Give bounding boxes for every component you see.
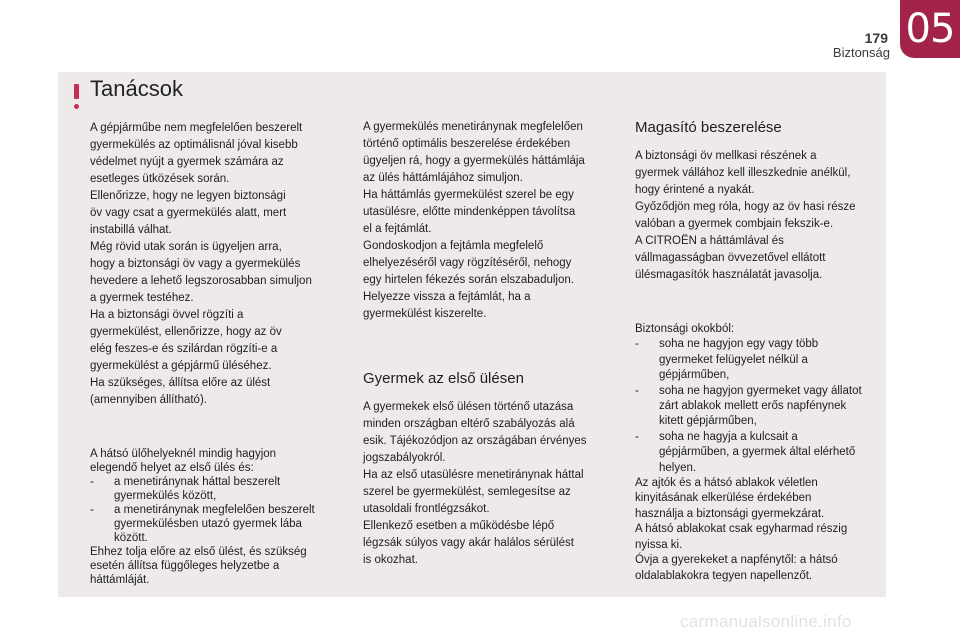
- text-line: A hátsó ülőhelyeknél mindig hagyjon: [90, 448, 277, 460]
- section-heading: Gyermek az első ülésen: [363, 370, 524, 387]
- col1-rear-seat-text: [90, 447, 352, 587]
- text-line: kitett gépjárműben,: [659, 415, 757, 428]
- list-item: [635, 337, 885, 383]
- text-line: A gépjárműbe nem megfelelően beszerelt: [90, 122, 303, 134]
- text-line: történő optimális beszerelése érdekében: [363, 138, 571, 150]
- text-line: használja a biztonsági gyermekzárat.: [635, 507, 825, 520]
- text-line: utasülésre, előtte mindenképpen távolítsa: [363, 206, 576, 218]
- text-line: gyermekülést, ellenőrizze, hogy az öv: [90, 326, 282, 338]
- text-line: elegendő helyet az első ülés és:: [90, 462, 254, 474]
- text-line: helyen.: [659, 461, 697, 474]
- bullet-dash: -: [90, 476, 94, 488]
- bullet-dash: -: [635, 338, 639, 351]
- text-line: Ellenőrizze, hogy ne legyen biztonsági: [90, 190, 286, 202]
- text-line: Ha szükséges, állítsa előre az ülést: [90, 377, 271, 389]
- text-line: elhelyezéséről vagy rögzítéséről, nehogy: [363, 257, 572, 269]
- text-line: szerel be gyermekülést, semlegesítse az: [363, 486, 571, 498]
- text-line: esetleges ütközések során.: [90, 173, 230, 185]
- text-line: Gondoskodjon a fejtámla megfelelő: [363, 240, 544, 252]
- col2-front-seat-section: [363, 370, 628, 569]
- text-line: valóban a gyermek combjain fekszik-e.: [635, 218, 834, 230]
- page-number: 179: [864, 30, 888, 46]
- text-line: A CITROËN a háttámlával és: [635, 235, 784, 247]
- col1-main-text: [90, 120, 352, 409]
- text-line: kinyitásának elkerülése érdekében: [635, 492, 812, 505]
- text-line: Ehhez tolja előre az első ülést, és szükség: [90, 546, 307, 558]
- text-line: a gyermek testéhez.: [90, 292, 194, 304]
- text-line: Ha az első utasülésre menetiránynak háttal: [363, 469, 584, 481]
- text-line: vállmagasságban övvezetővel ellátott: [635, 252, 826, 264]
- text-line: Az ajtók és a hátsó ablakok véletlen: [635, 477, 818, 490]
- text-line: A gyermekülés menetiránynak megfelelően: [363, 121, 583, 133]
- text-line: hogy érintené a nyakát.: [635, 184, 755, 196]
- text-line: ülésmagasítók használatát javasolja.: [635, 269, 823, 281]
- text-line: instabillá válhat.: [90, 224, 172, 236]
- list-item: [90, 503, 352, 545]
- watermark: carmanualsonline.info: [680, 612, 852, 631]
- text-line: gépjárműben, a gyermek által elérhető: [659, 446, 856, 459]
- text-line: hevedere a lehető legszorosabban simuljon: [90, 275, 312, 287]
- bullet-dash: -: [635, 384, 639, 397]
- col2-main-text: [363, 119, 628, 323]
- text-line: a menetiránynak megfelelően beszerelt: [114, 504, 315, 516]
- text-line: jogszabályokról.: [363, 452, 446, 464]
- text-line: utasoldali frontlégzsákot.: [363, 503, 490, 515]
- text-line: háttámláját.: [90, 574, 150, 586]
- list-item: [635, 430, 885, 476]
- text-line: nyissa ki.: [635, 538, 683, 551]
- text-line: Ha háttámlás gyermekülést szerel be egy: [363, 189, 574, 201]
- text-line: öv vagy csat a gyermekülés alatt, mert: [90, 207, 287, 219]
- text-line: a menetiránynak háttal beszerelt: [114, 476, 281, 488]
- text-line: Helyezze vissza a fejtámlát, ha a: [363, 291, 531, 303]
- text-line: között.: [114, 532, 148, 544]
- list-item: [635, 384, 885, 430]
- col3-booster-section: [635, 119, 883, 284]
- text-line: is okozhat.: [363, 554, 418, 566]
- text-line: minden országban eltérő szabályozás alá: [363, 418, 575, 430]
- text-line: gyermekülést kiszerelte.: [363, 308, 487, 320]
- text-line: gépjárműben,: [659, 369, 730, 382]
- text-line: védelmet nyújt a gyermek számára az: [90, 156, 284, 168]
- text-line: hogy a biztonsági öv vagy a gyermekülés: [90, 258, 301, 270]
- text-line: gyermekülés az optimálisnál jóval kisebb: [90, 139, 298, 151]
- text-line: az ülés háttámlájához simuljon.: [363, 172, 523, 184]
- text-line: ügyeljen rá, hogy a gyermekülés háttámlája: [363, 155, 585, 167]
- text-line: gyermekülést a gépjármű üléséhez.: [90, 360, 272, 372]
- list-item: [90, 475, 352, 503]
- text-line: A hátsó ablakokat csak egyharmad részig: [635, 523, 848, 536]
- text-line: zárt ablakok mellett erős napfénynek: [659, 400, 847, 413]
- text-line: egy hirtelen fékezés során elszabaduljon.: [363, 274, 574, 286]
- text-line: gyermek vállához kell illeszkednie anélkül,: [635, 167, 851, 179]
- bullet-dash: -: [635, 430, 639, 443]
- text-line: soha ne hagyja a kulcsait a: [659, 430, 798, 443]
- text-line: Még rövid utak során is ügyeljen arra,: [90, 241, 282, 253]
- bullet-dash: -: [90, 504, 94, 516]
- chapter-tab: [900, 0, 960, 58]
- text-line: Győződjön meg róla, hogy az öv hasi része: [635, 201, 856, 213]
- text-line: gyermekülésben utazó gyermek lába: [114, 518, 302, 530]
- text-line: gyermekülés között,: [114, 490, 217, 502]
- text-line: esetén állítsa függőleges helyzetbe a: [90, 560, 280, 572]
- text-line: A gyermekek első ülésen történő utazása: [363, 401, 574, 413]
- text-line: A biztonsági öv mellkasi részének a: [635, 150, 817, 162]
- text-line: Ha a biztonsági övvel rögzíti a: [90, 309, 244, 321]
- text-line: légzsák súlyos vagy akár halálos sérülést: [363, 537, 574, 549]
- text-line: elég feszes-e és szilárdan rögzíti-e a: [90, 343, 278, 355]
- text-line: Ellenkező esetben a működésbe lépő: [363, 520, 555, 532]
- text-line: soha ne hagyjon egy vagy több: [659, 338, 819, 351]
- text-line: soha ne hagyjon gyermeket vagy állatot: [659, 384, 862, 397]
- text-line: gyermeket felügyelet nélkül a: [659, 353, 808, 366]
- chapter-number: 05: [905, 6, 955, 52]
- warning-icon-dot: [74, 104, 79, 109]
- text-line: Óvja a gyerekeket a napfénytől: a hátsó: [635, 554, 838, 567]
- col3-safety-section: [635, 322, 885, 584]
- section-label: Biztonság: [832, 45, 890, 60]
- warning-icon: [74, 84, 79, 99]
- text-line: esik. Tájékozódjon az országában érvényes: [363, 435, 587, 447]
- text-line: (amennyiben állítható).: [90, 394, 207, 406]
- section-heading: Magasító beszerelése: [635, 119, 782, 136]
- text-line: el a fejtámlát.: [363, 223, 432, 235]
- text-line: oldalablakokra tegyen napellenzőt.: [635, 569, 813, 582]
- panel-title: Tanácsok: [90, 76, 183, 101]
- text-line: Biztonsági okokból:: [635, 323, 735, 335]
